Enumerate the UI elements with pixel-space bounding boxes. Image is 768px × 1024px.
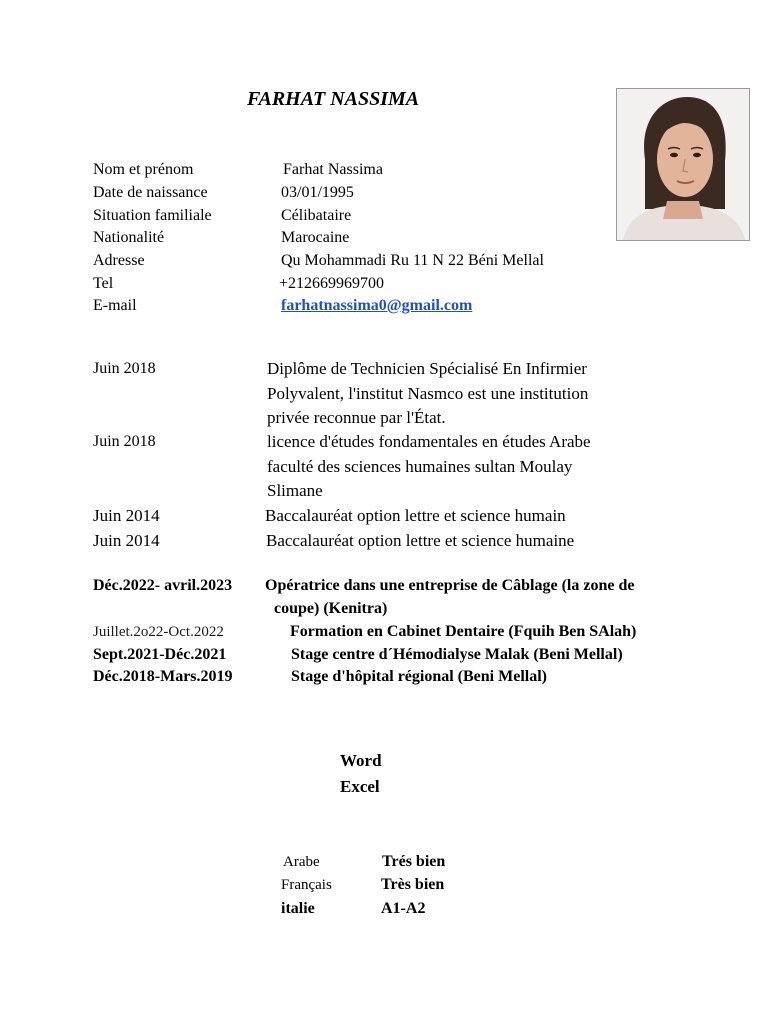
label-date-naissance: Date de naissance (93, 184, 208, 201)
education-line: faculté des sciences humaines sultan Moulay (267, 457, 573, 476)
label-email: E-mail (93, 297, 137, 314)
skill-item: Excel (340, 777, 380, 796)
education-date: Juin 2014 (93, 506, 160, 525)
education-line: Diplôme de Technicien Spécialisé En Infirmier (267, 359, 587, 378)
label-adresse: Adresse (93, 252, 145, 269)
education-line: Baccalauréat option lettre et science humain (265, 506, 566, 525)
education-line: licence d'études fondamentales en études Arabe (267, 432, 591, 451)
education-date: Juin 2014 (93, 531, 160, 550)
language-name: Français (281, 877, 332, 893)
value-situation-familiale: Célibataire (281, 207, 352, 224)
experience-line: Stage d'hôpital régional (Beni Mellal) (291, 668, 547, 685)
language-level: A1-A2 (381, 900, 426, 917)
experience-date: Sept.2021-Déc.2021 (93, 646, 227, 663)
experience-date: Juillet.2o22-Oct.2022 (93, 624, 224, 640)
education-line: Baccalauréat option lettre et science humaine (266, 531, 575, 550)
experience-date: Déc.2022- avril.2023 (93, 577, 233, 594)
experience-date: Déc.2018-Mars.2019 (93, 668, 233, 685)
language-name: Arabe (283, 854, 320, 870)
education-line: Slimane (267, 481, 323, 500)
value-tel: +212669969700 (279, 275, 385, 292)
experience-line: Formation en Cabinet Dentaire (Fquih Ben SAlah) (290, 623, 637, 640)
education-date: Juin 2018 (93, 360, 156, 377)
label-tel: Tel (93, 275, 114, 292)
value-nom-prenom: Farhat Nassima (283, 161, 383, 178)
language-name: italie (281, 900, 315, 917)
label-nom-prenom: Nom et prénom (93, 161, 194, 178)
value-date-naissance: 03/01/1995 (281, 184, 354, 201)
education-line: privée reconnue par l'État. (267, 408, 446, 427)
education-date: Juin 2018 (93, 433, 156, 450)
value-adresse: Qu Mohammadi Ru 11 N 22 Béni Mellal (281, 252, 544, 269)
education-line: Polyvalent, l'institut Nasmco est une institution (267, 384, 589, 403)
skill-item: Word (340, 751, 382, 770)
experience-line: Stage centre d´Hémodialyse Malak (Beni Mellal) (291, 646, 623, 663)
label-nationalite: Nationalité (93, 229, 165, 246)
candidate-name-title: FARHAT NASSIMA (247, 88, 420, 110)
label-situation-familiale: Situation familiale (93, 207, 212, 224)
language-level: Trés bien (382, 853, 446, 870)
experience-line: Opératrice dans une entreprise de Câblage (la zone de (265, 577, 635, 594)
profile-photo (616, 88, 750, 241)
value-nationalite: Marocaine (281, 229, 350, 246)
email-link[interactable]: farhatnassima0@gmail.com (281, 297, 473, 314)
language-level: Très bien (381, 876, 445, 893)
experience-line: coupe) (Kenitra) (274, 600, 388, 617)
